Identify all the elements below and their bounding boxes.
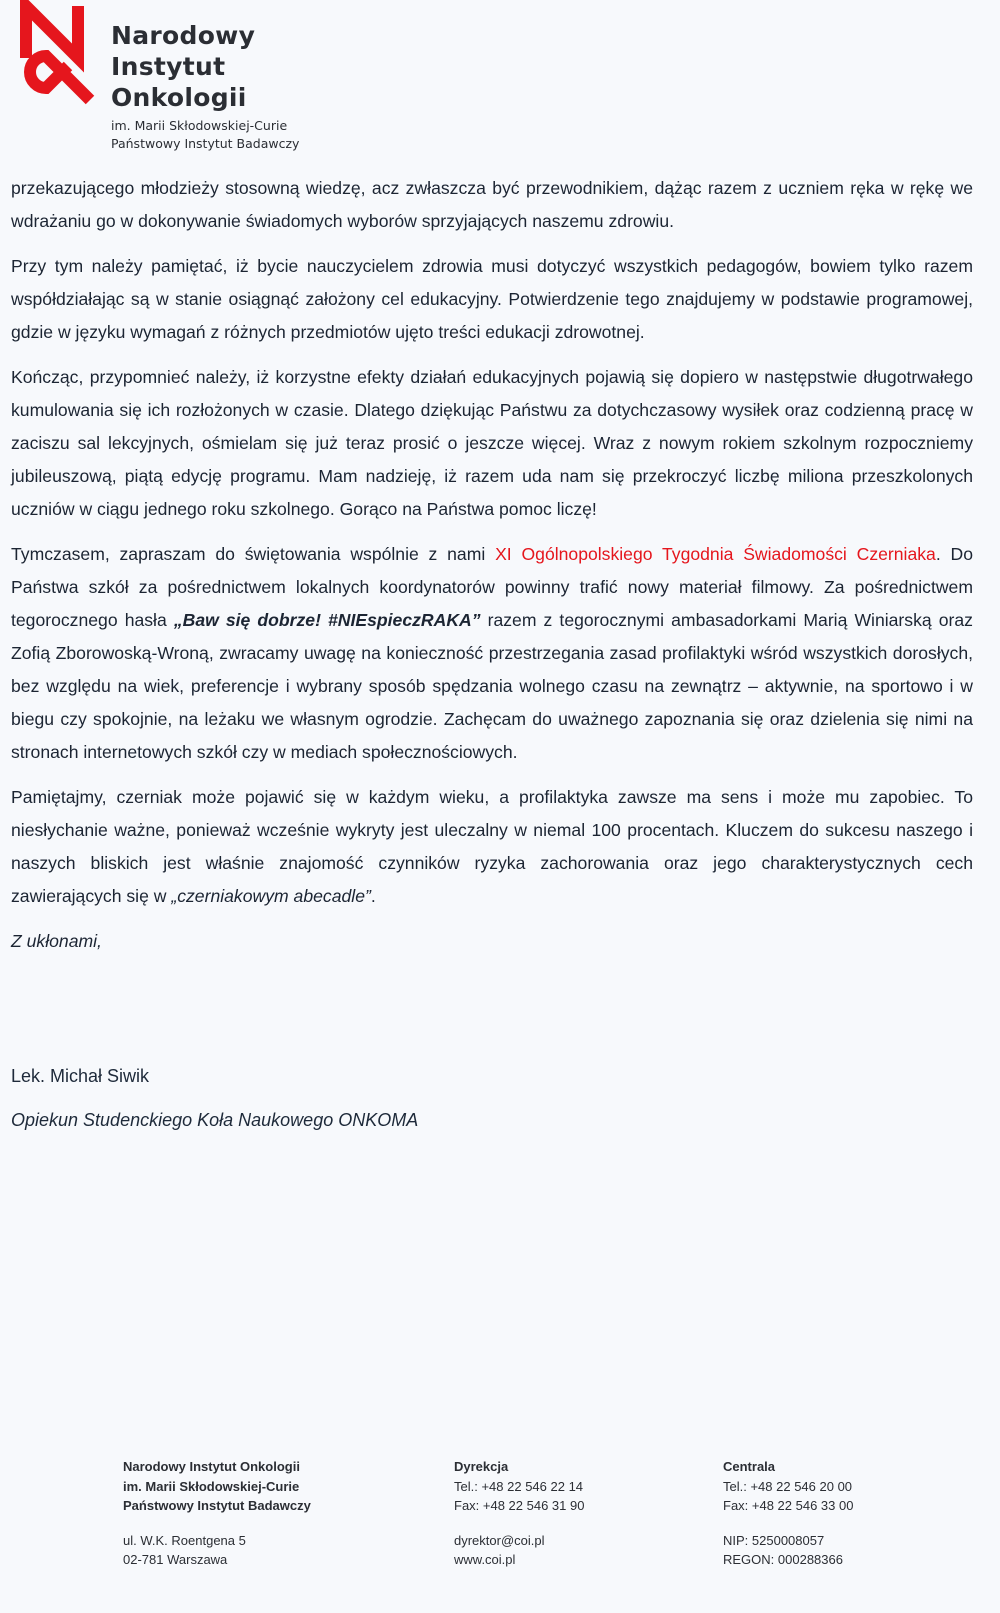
footer-org-line-3: Państwowy Instytut Badawczy [123, 1498, 311, 1513]
signer-name: Lek. Michał Siwik [11, 1066, 150, 1086]
closing-phrase: Z ukłonami, [11, 931, 102, 951]
logo-subtitle [111, 117, 299, 153]
paragraph-4-text-a: Tymczasem, zapraszam do świętowania wspólnie z nami [11, 544, 496, 564]
paragraph-4 [11, 538, 973, 769]
footer-org-line-2: im. Marii Skłodowskiej-Curie [123, 1478, 300, 1494]
abecadlo-phrase: „czerniakowym abecadle” [171, 886, 371, 906]
logo-line-3: Onkologii [111, 83, 247, 112]
campaign-slogan: „Baw się dobrze! #NIEspieczRAKA” [173, 610, 481, 630]
footer-switchboard-tel: Tel.: +48 22 546 20 00 [723, 1478, 853, 1494]
nio-logo-mark-icon [10, 0, 110, 110]
footer-directorate-tel: Tel.: +48 22 546 22 14 [454, 1478, 584, 1494]
footer-email-link[interactable]: dyrektor@coi.pl [454, 1532, 545, 1548]
campaign-name: XI Ogólnopolskiego Tygodnia Świadomości Czerniaka [495, 544, 936, 564]
logo-line-2: Instytut [111, 52, 226, 81]
paragraph-2: Przy tym należy pamiętać, iż bycie nauczycielem zdrowia musi dotyczyć wszystkich pedagogów, bowiem tylko razem współdziałając są w stanie osiągnąć założony cel edukacyjny. Potwierdzenie tego znajdujemy w podstawie programowej, gdzie w języku wymagań z różnych przedmiotów ujęto treści edukacji zdrowotnej. [11, 256, 973, 342]
paragraph-1: przekazującego młodzieży stosowną wiedzę, acz zwłaszcza być przewodnikiem, dążąc razem z uczniem ręka w rękę we wdrażaniu go w dokonywanie świadomych wyborów sprzyjających naszemu zdrowiu. [11, 178, 973, 231]
footer-switchboard [723, 1457, 853, 1570]
footer-directorate [454, 1457, 584, 1570]
footer-org-line-1: Narodowy Instytut Onkologii [123, 1459, 300, 1474]
paragraph-5-text-b: . [370, 886, 376, 906]
footer-switchboard-head: Centrala [723, 1459, 776, 1474]
logo-line-1: Narodowy [111, 21, 256, 50]
logo-sub-2: Państwowy Instytut Badawczy [111, 136, 300, 151]
footer-street: ul. W.K. Roentgena 5 [123, 1532, 246, 1548]
footer-address [123, 1457, 311, 1570]
footer-directorate-head: Dyrekcja [454, 1459, 509, 1474]
footer-website-link[interactable]: www.coi.pl [454, 1552, 516, 1567]
institute-logo [10, 0, 310, 160]
paragraph-5 [11, 781, 973, 913]
paragraph-3: Kończąc, przypomnieć należy, iż korzystne efekty działań edukacyjnych pojawią się dopiero w następstwie długotrwałego kumulowania się ich rozłożonych w czasie. Dlatego dziękując Państwu za dotychczasowy wysiłek oraz codzienną pracę w zaciszu sal lekcyjnych, ośmielam się już teraz prosić o jeszcze więcej. Wraz z nowym rokiem szkolnym rozpoczniemy jubileuszową, piątą edycję programu. Mam nadzieję, iż razem uda nam się przekroczyć liczbę miliona przeszkolonych uczniów w ciągu jednego roku szkolnego. Gorąco na Państwa pomoc liczę! [11, 367, 973, 519]
signer-role: Opiekun Studenckiego Koła Naukowego ONKOMA [11, 1110, 419, 1130]
paragraph-5-text-a: Pamiętajmy, czerniak może pojawić się w każdym wieku, a profilaktyka zawsze ma sens i może mu zapobiec. To niesłychanie ważne, ponieważ wcześnie wykryty jest uleczalny w niemal 100 procentach. Kluczem do sukcesu naszego i naszych bliskich jest właśnie znajomość czynników ryzyka zachorowania oraz jego charakterystycznych cech zawierających się w [11, 787, 973, 906]
footer-switchboard-fax: Fax: +48 22 546 33 00 [723, 1498, 854, 1513]
footer-directorate-fax: Fax: +48 22 546 31 90 [454, 1498, 585, 1513]
footer-city: 02-781 Warszawa [123, 1552, 228, 1567]
footer-regon: REGON: 000288366 [723, 1552, 843, 1567]
paragraph-4-text-c: razem z tegorocznymi ambasadorkami Marią Winiarską oraz Zofią Zborowoską-Wroną, zwracamy uwagę na konieczność przestrzegania zasad profilaktyki wśród wszystkich dorosłych, bez względu na wiek, preferencje i wybrany sposób spędzania wolnego czasu na zewnątrz – aktywnie, na sportowo i w biegu czy spokojnie, na leżaku we własnym ogrodzie. Zachęcam do uważnego zapoznania się oraz dzielenia się nimi na stronach internetowych szkół czy w mediach społecznościowych. [11, 610, 973, 762]
logo-wordmark [111, 20, 255, 113]
logo-sub-1: im. Marii Skłodowskiej-Curie [111, 118, 288, 133]
letter-body [11, 172, 973, 970]
paragraph-4-text-b: . Do Państwa szkół za pośrednictwem lokalnych koordynatorów powinny trafić nowy materiał filmowy. Za pośrednictwem tegorocznego hasła [11, 544, 973, 630]
footer-nip: NIP: 5250008057 [723, 1532, 825, 1548]
